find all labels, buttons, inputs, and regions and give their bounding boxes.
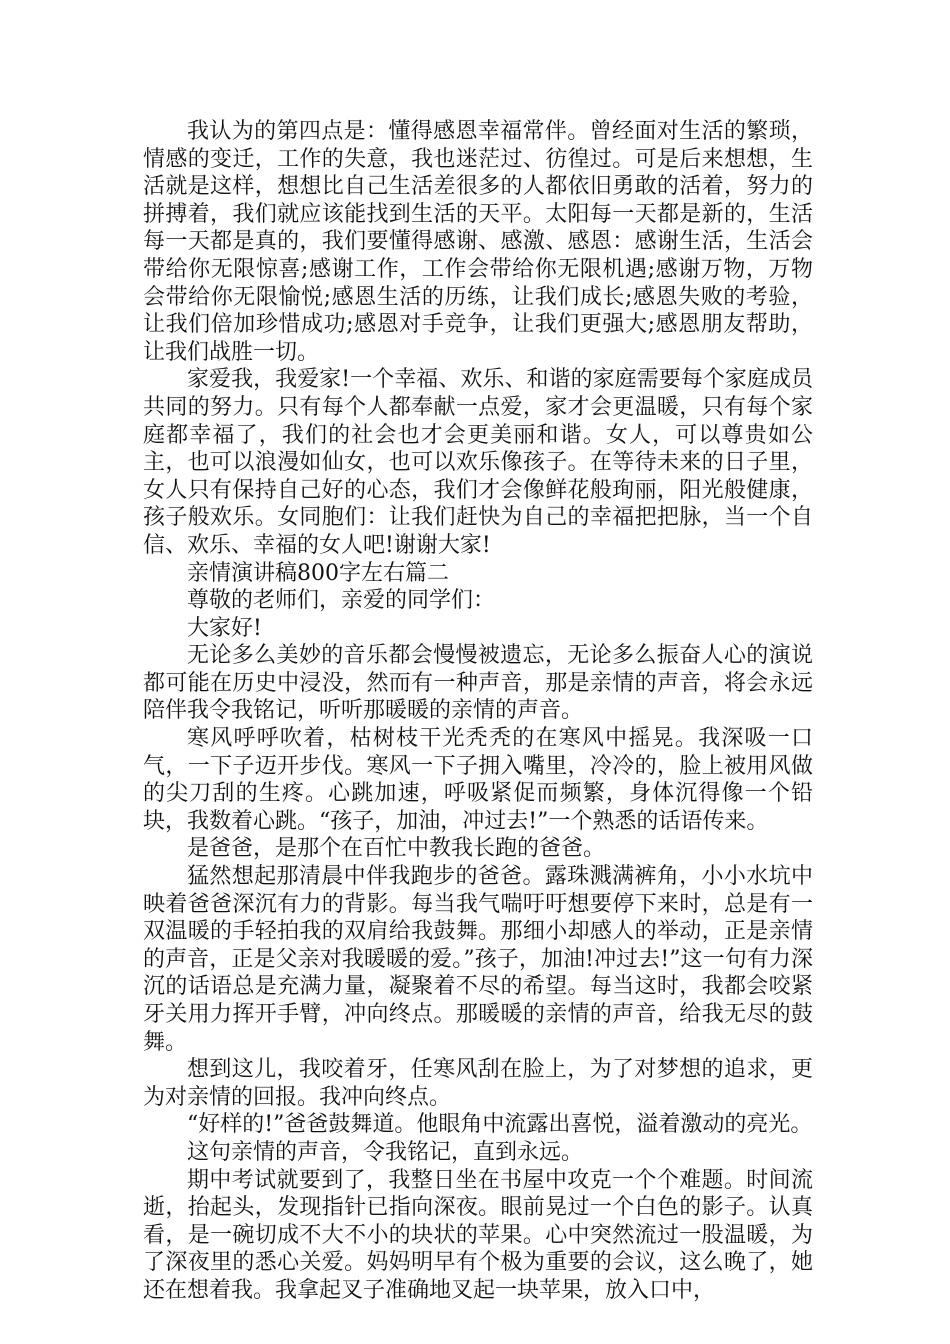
paragraph-exam: 期中考试就要到了，我整日坐在书屋中攻克一个个难题。时间流逝，抬起头，发现指针已指向深夜。眼前晃过一个白色的影子。认真看，是一碗切成不大不小的块状的苹果。心中突然流过一股温暖，为了深夜里的悉心关爱。妈妈明早有个极为重要的会议，这么晚了，她还在想着我。我拿起叉子准确地叉起一块苹果，放入口中， (143, 1167, 813, 1303)
section-heading: 亲情演讲稿800字左右篇二 (187, 560, 449, 586)
greeting: 大家好! (187, 615, 262, 641)
document-body (143, 118, 813, 1305)
salutation: 尊敬的老师们，亲爱的同学们： (187, 588, 496, 614)
paragraph-finish-line: 想到这儿，我咬着牙，任寒风刮在脸上，为了对梦想的追求，更为对亲情的回报。我冲向终点。 (143, 1057, 813, 1110)
paragraph-well-done: “好样的!”爸爸鼓舞道。他眼角中流露出喜悦，溢着激动的亮光。 (187, 1112, 813, 1138)
paragraph-gratitude: 我认为的第四点是：懂得感恩幸福常伴。曾经面对生活的繁琐，情感的变迁，工作的失意，我也迷茫过、彷徨过。可是后来想想，生活就是这样，想想比自己生活差很多的人都依旧勇敢的活着，努力的拼搏着，我们就应该能找到生活的天平。太阳每一天都是新的，生活每一天都是真的，我们要懂得感谢、感激、感恩：感谢生活，生活会带给你无限惊喜;感谢工作，工作会带给你无限机遇;感谢万物，万物会带给你无限愉悦;感恩生活的历练，让我们成长;感恩失败的考验，让我们倍加珍惜成功;感恩对手竞争，让我们更强大;感恩朋友帮助，让我们战胜一切。 (143, 119, 813, 365)
paragraph-memory: 猛然想起那清晨中伴我跑步的爸爸。露珠溅满裤角，小小水坑中映着爸爸深沉有力的背影。每当我气喘吁吁想要停下来时，总是有一双温暖的手轻拍我的双肩给我鼓舞。那细小却感人的举动，正是亲情的声音，正是父亲对我暖暖的爱。”孩子，加油!冲过去!”这一句有力深沉的话语总是充满力量，凝聚着不尽的希望。每当这时，我都会咬紧牙关用力挥开手臂，冲向终点。那暖暖的亲情的声音，给我无尽的鼓舞。 (143, 864, 813, 1055)
paragraph-father: 是爸爸，是那个在百忙中教我长跑的爸爸。 (187, 836, 606, 862)
paragraph-intro: 无论多么美妙的音乐都会慢慢被遗忘，无论多么振奋人心的演说都可能在历史中浸没，然而有一种声音，那是亲情的声音，将会永远陪伴我令我铭记，听听那暖暖的亲情的声音。 (143, 643, 813, 724)
paragraph-forever: 这句亲情的声音，令我铭记，直到永远。 (187, 1139, 584, 1165)
paragraph-family-love: 家爱我，我爱家!一个幸福、欢乐、和谐的家庭需要每个家庭成员共同的努力。只有每个人都奉献一点爱，家才会更温暖，只有每个家庭都幸福了，我们的社会也才会更美丽和谐。女人，可以尊贵如公主，也可以浪漫如仙女，也可以欢乐像孩子。在等待未来的日子里，女人只有保持自己好的心态，我们才会像鲜花般珣丽，阳光般健康，孩子般欢乐。女同胞们：让我们赶快为自己的幸福把把脉，当一个自信、欢乐、幸福的女人吧!谢谢大家! (143, 367, 813, 558)
paragraph-cold-wind: 寒风呼呼吹着，枯树枝干光秃秃的在寒风中摇晃。我深吸一口气，一下子迈开步伐。寒风一下子拥入嘴里，冷冷的，脸上被用风做的尖刀刮的生疼。心跳加速，呼吸紧促而频繁，身体沉得像一个铅块，我数着心跳。“孩子，加油，冲过去!”一个熟悉的话语传来。 (143, 726, 813, 834)
